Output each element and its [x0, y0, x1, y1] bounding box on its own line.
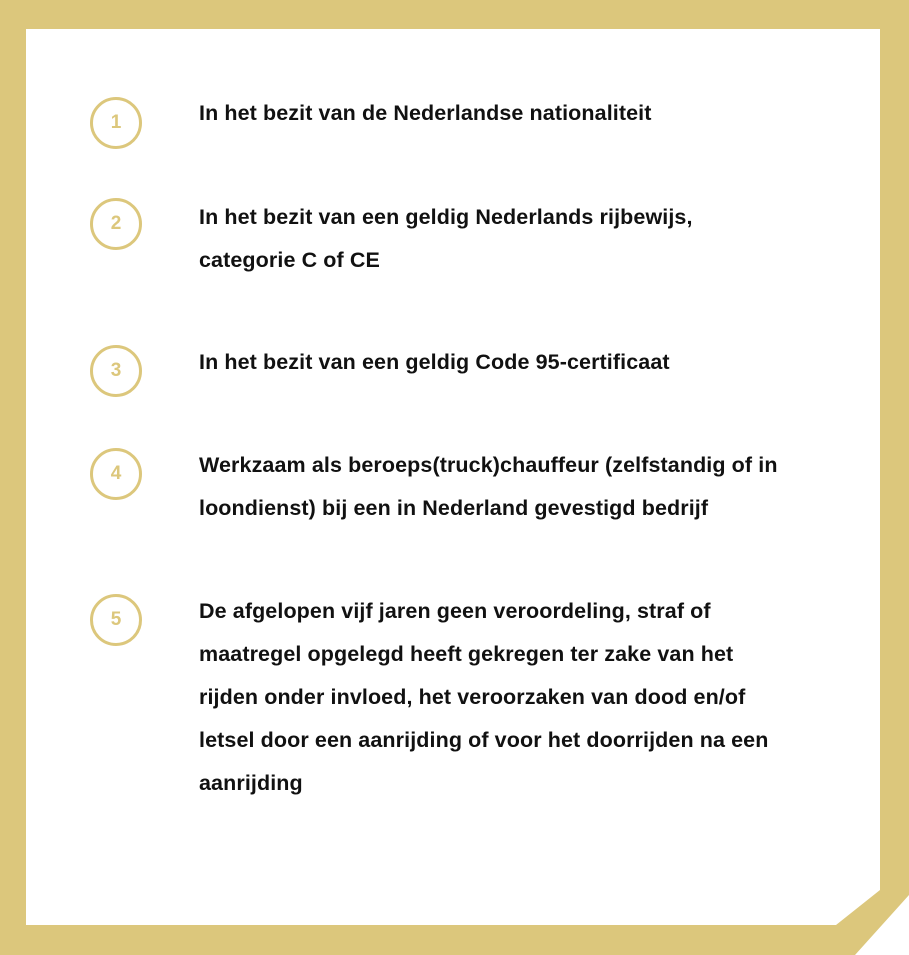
requirement-line: In het bezit van de Nederlandse nationaliteit: [199, 101, 652, 125]
requirement-line: De afgelopen vijf jaren geen veroordeling, straf of: [199, 599, 711, 623]
requirement-line: rijden onder invloed, het veroorzaken van dood en/of: [199, 685, 746, 709]
requirement-text: [199, 444, 839, 530]
step-number-badge: 4: [90, 448, 142, 500]
requirement-line: categorie C of CE: [199, 248, 380, 272]
requirement-text: [199, 196, 839, 282]
requirement-line: In het bezit van een geldig Nederlands rijbewijs,: [199, 205, 693, 229]
requirement-line: letsel door een aanrijding of voor het doorrijden na een: [199, 728, 769, 752]
requirement-line: Werkzaam als beroeps(truck)chauffeur (zelfstandig of in: [199, 453, 778, 477]
step-number-badge: 5: [90, 594, 142, 646]
requirement-text: [199, 92, 839, 135]
step-number-badge: 2: [90, 198, 142, 250]
requirement-line: loondienst) bij een in Nederland gevestigd bedrijf: [199, 496, 709, 520]
step-number-badge: 3: [90, 345, 142, 397]
step-number-badge: 1: [90, 97, 142, 149]
requirement-line: maatregel opgelegd heeft gekregen ter zake van het: [199, 642, 734, 666]
requirement-line: aanrijding: [199, 771, 303, 795]
requirement-text: [199, 590, 839, 805]
requirement-text: [199, 341, 839, 384]
requirement-line: In het bezit van een geldig Code 95-certificaat: [199, 350, 670, 374]
